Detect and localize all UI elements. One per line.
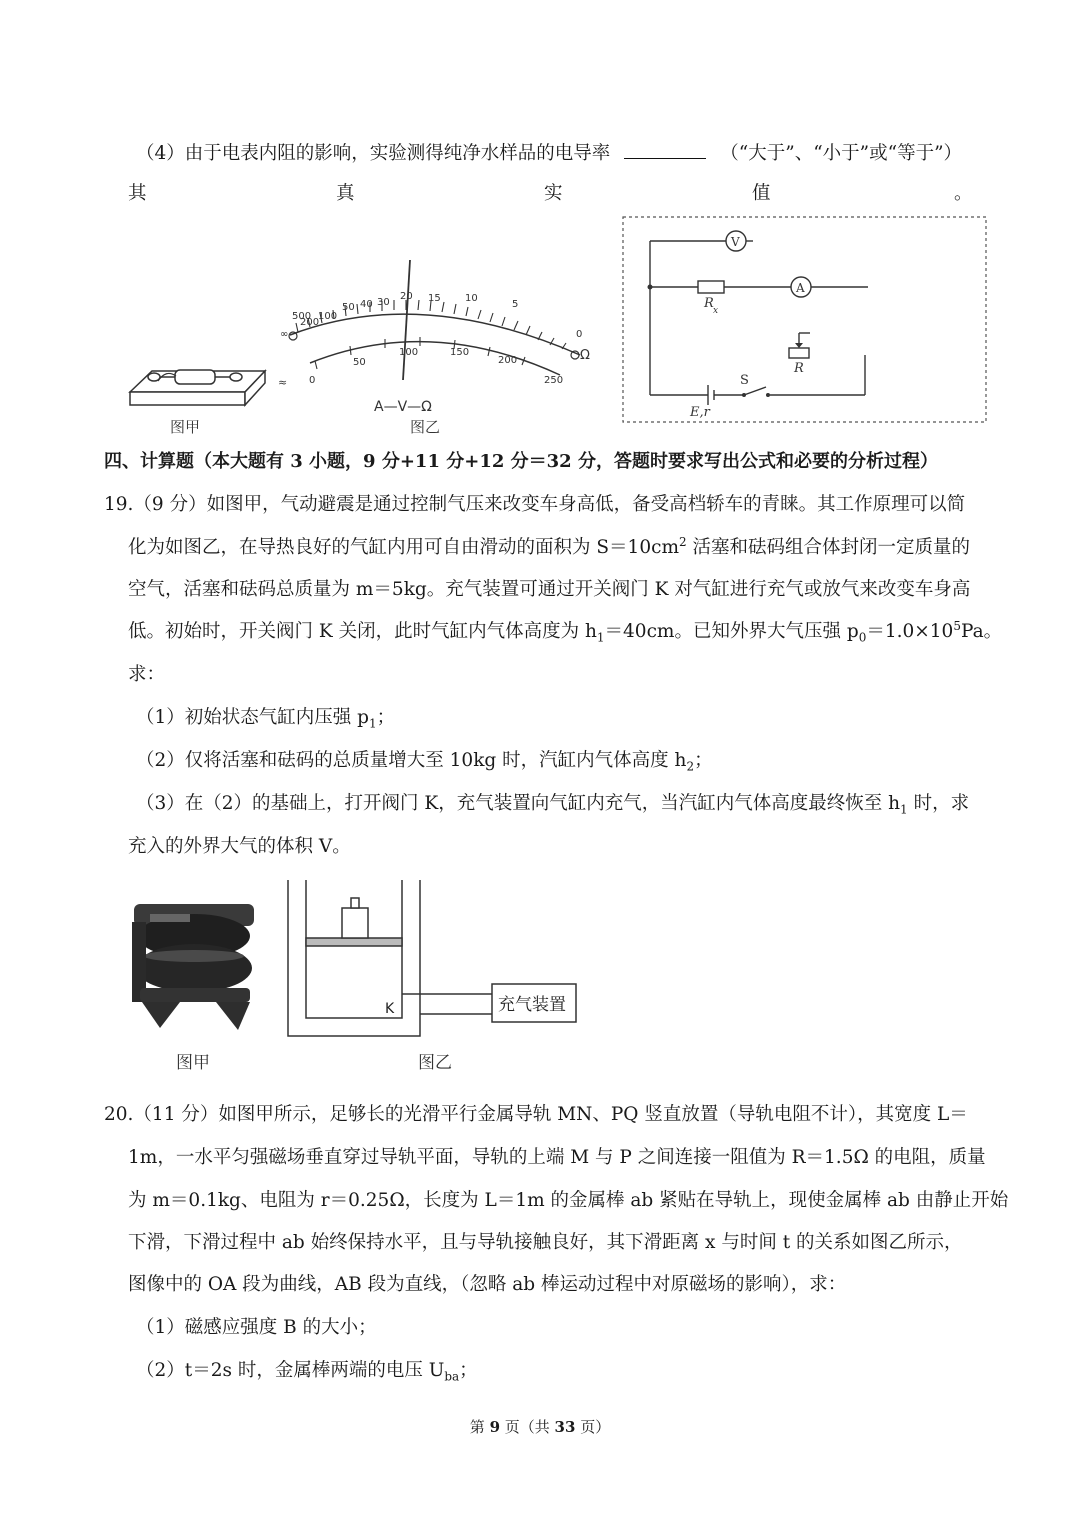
- subscript: 1: [900, 802, 908, 817]
- fig1-caption: 图甲: [170, 418, 201, 436]
- q19-line4-mid2: ＝1.0×10: [866, 621, 954, 642]
- q19-sub1: [136, 706, 395, 730]
- linear-scale: [309, 347, 563, 386]
- svg-text:R: R: [794, 361, 804, 376]
- q18-part4: [136, 140, 962, 166]
- footer-post: 页）: [575, 1418, 611, 1436]
- svg-text:200: 200: [498, 355, 518, 366]
- svg-text:A: A: [796, 281, 805, 295]
- svg-text:50: 50: [353, 357, 366, 368]
- svg-text:x: x: [713, 306, 719, 316]
- svg-text:30: 30: [377, 297, 390, 308]
- q20-line5: 图像中的 OA 段为曲线，AB 段为直线，（忽略 ab 棒运动过程中对原磁场的影响），求：: [128, 1274, 847, 1295]
- punct: ；: [459, 1360, 478, 1381]
- q19-line4: [128, 620, 1002, 644]
- svg-text:40: 40: [360, 299, 373, 310]
- q20-sub1: （1）磁感应强度 B 的大小；: [136, 1317, 377, 1338]
- q19-sub2-text: （2）仅将活塞和砝码的总质量增大至 10kg 时，汽缸内气体高度 h: [136, 750, 687, 771]
- q19-line2-text: 化为如图乙，在导热良好的气缸内用可自由滑动的面积为 S＝10cm: [128, 537, 680, 558]
- subscript: 1: [596, 630, 605, 645]
- svg-text:0: 0: [309, 375, 316, 386]
- fig2-caption: 图乙: [410, 418, 441, 436]
- svg-text:R: R: [704, 296, 714, 311]
- svg-text:V: V: [731, 235, 740, 249]
- subscript: ba: [444, 1369, 460, 1384]
- multimeter-dial: [278, 260, 583, 389]
- svg-text:100: 100: [399, 347, 419, 358]
- footer-mid: 页（共: [500, 1418, 555, 1436]
- q20-line2: 1m，一水平匀强磁场垂直穿过导轨平面，导轨的上端 M 与 P 之间连接一阻值为 R＝1.5Ω 的电阻，质量: [128, 1147, 986, 1168]
- q18-part4-text: （4）由于电表内阻的影响，实验测得纯净水样品的电导率: [136, 143, 611, 164]
- word: 实: [544, 183, 563, 204]
- q19-line2: [128, 536, 970, 560]
- q19-line2-tail: 活塞和砝码组合体封闭一定质量的: [686, 537, 971, 558]
- svg-text:≈: ≈: [278, 376, 288, 389]
- fig1-caption: 图甲: [176, 1053, 210, 1073]
- punct: ；: [694, 750, 713, 771]
- q18-figures: [120, 215, 1000, 445]
- device-label: 充气装置: [498, 995, 566, 1015]
- svg-text:5: 5: [512, 299, 519, 310]
- q19-sub3-text: （3）在（2）的基础上，打开阀门 K，充气装置向气缸内充气，当汽缸内气体高度最终恢至 h: [136, 793, 901, 814]
- section4-title: 四、计算题（本大题有 3 小题，9 分+11 分+12 分＝32 分，答题时要求写出公式和必要的分析过程）: [104, 451, 938, 472]
- superscript: 2: [679, 534, 687, 549]
- q19-figures: [120, 870, 600, 1085]
- valve-label: K: [385, 1001, 395, 1017]
- svg-text:100: 100: [318, 311, 338, 322]
- q19-line5: 求：: [128, 664, 166, 685]
- svg-text:50: 50: [342, 302, 355, 313]
- circuit-diagram: [623, 217, 986, 422]
- svg-text:0: 0: [576, 329, 583, 340]
- q19-line3: 空气，活塞和砝码总质量为 m＝5kg。充气装置可通过开关阀门 K 对气缸进行充气或放气来改变车身高: [128, 579, 971, 600]
- svg-text:150: 150: [450, 347, 470, 358]
- svg-text:10: 10: [465, 293, 478, 304]
- q20-line3: 为 m＝0.1kg、电阻为 r＝0.25Ω，长度为 L＝1m 的金属棒 ab 紧贴在导轨上，现使金属棒 ab 由静止开始: [128, 1190, 1009, 1211]
- subscript: 0: [858, 630, 867, 645]
- word: 。: [954, 183, 973, 204]
- q19-line4-tail: Pa。: [960, 621, 1003, 642]
- q19-line4-text: 低。初始时，开关阀门 K 关闭，此时气缸内气体高度为 h: [128, 621, 597, 642]
- q18-part4-options: （“大于”、“小于”或“等于”）: [720, 143, 963, 164]
- q19-line4-mid: ＝40cm。已知外界大气压强 p: [604, 621, 859, 642]
- word: 其: [128, 183, 147, 204]
- circuit-labels: [689, 235, 805, 420]
- fig2-caption: 图乙: [418, 1053, 452, 1073]
- punct: ；: [376, 707, 396, 728]
- answer-blank[interactable]: [624, 140, 706, 159]
- q20-line4: 下滑，下滑过程中 ab 始终保持水平，且与导轨接触良好，其下滑距离 x 与时间 t 的关系如图乙所示，: [128, 1232, 963, 1253]
- q19-sub2: [136, 749, 713, 773]
- q19-sub3-tail: 时，求: [907, 793, 970, 814]
- q19-sub3: [136, 792, 969, 816]
- svg-text:250: 250: [544, 375, 564, 386]
- q20-sub2: [136, 1359, 478, 1383]
- superscript: 5: [953, 618, 961, 633]
- q19-sub3b: 充入的外界大气的体积 V。: [128, 836, 351, 857]
- svg-text:200: 200: [300, 317, 320, 328]
- q20-line1: 20.（11 分）如图甲所示，足够长的光滑平行金属导轨 MN、PQ 竖直放置（导轨电阻不计），其宽度 L＝: [104, 1104, 968, 1125]
- svg-text:500: 500: [292, 311, 312, 322]
- svg-text:∞: ∞: [280, 329, 289, 340]
- footer-pre: 第: [469, 1418, 490, 1436]
- q19-sub1-text: （1）初始状态气缸内压强 p: [136, 707, 369, 728]
- page-total: 33: [554, 1418, 576, 1436]
- page-number: 9: [489, 1418, 500, 1436]
- svg-text:15: 15: [428, 293, 441, 304]
- svg-text:20: 20: [400, 291, 413, 302]
- meter-label: A—V—Ω: [374, 399, 432, 415]
- ohm-symbol: Ω: [580, 348, 590, 363]
- subscript: 1: [369, 716, 377, 731]
- q20-sub2-text: （2）t＝2s 时，金属棒两端的电压 U: [136, 1360, 445, 1381]
- svg-text:S: S: [740, 373, 749, 388]
- word: 真: [336, 183, 355, 204]
- subscript: 2: [686, 759, 695, 774]
- svg-text:E,r: E,r: [690, 405, 710, 420]
- q19-line1: 19.（9 分）如图甲，气动避震是通过控制气压来改变车身高低，备受高档轿车的青睐。其工作原理可以简: [104, 494, 966, 515]
- air-suspension-photo: [132, 904, 254, 1030]
- word: 值: [752, 183, 771, 204]
- sample-holder-figure: [130, 370, 265, 405]
- page-footer: [0, 1416, 1080, 1437]
